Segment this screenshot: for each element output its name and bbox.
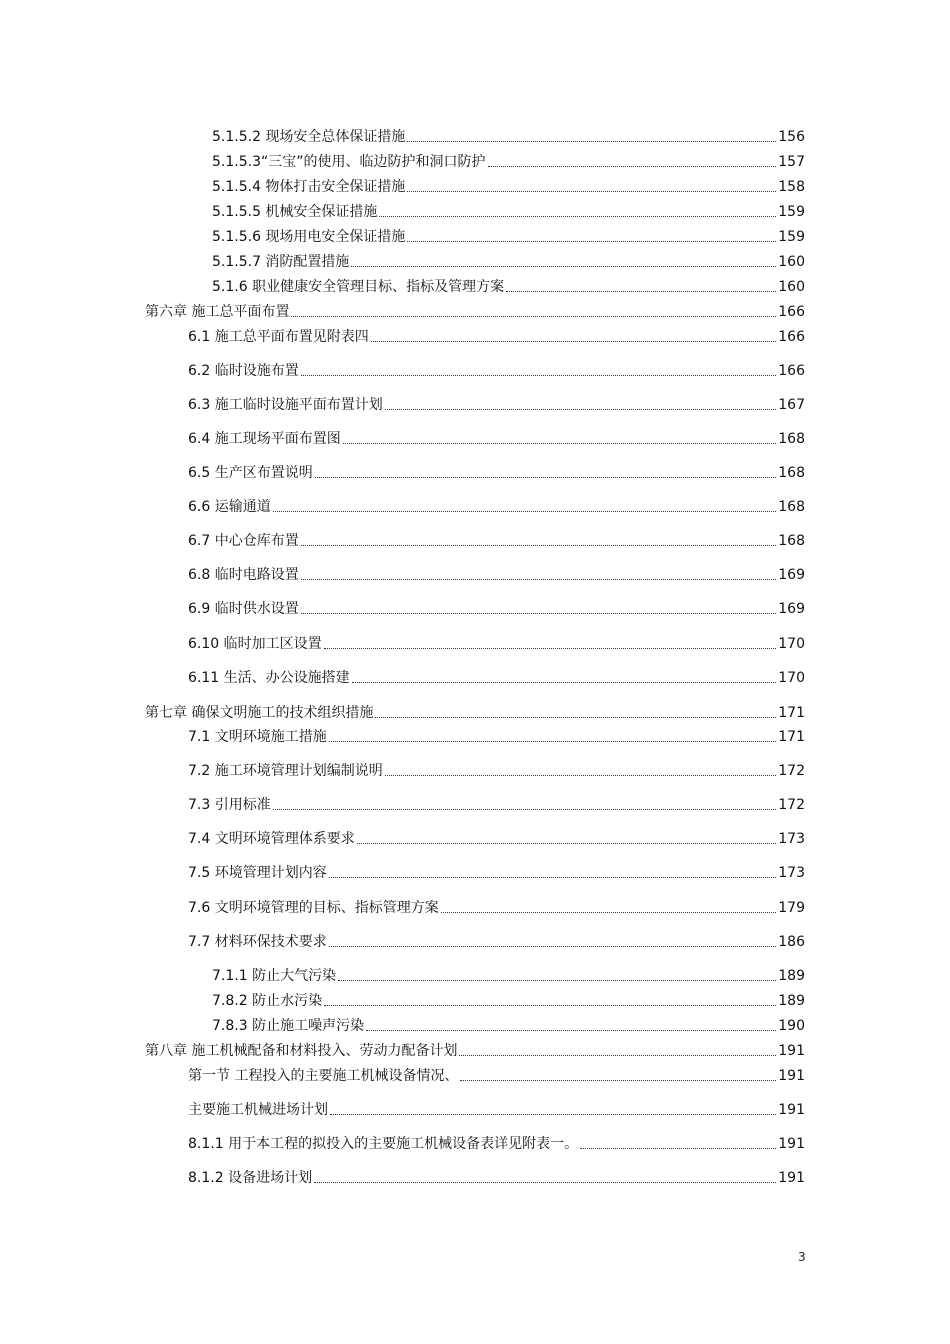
- toc-leader-dots: [301, 613, 777, 614]
- toc-entry-page-number: 167: [778, 397, 805, 413]
- toc-entry-title: 7.8.3 防止施工噪声污染: [212, 1018, 365, 1034]
- toc-entry-title: 第七章 确保文明施工的技术组织措施: [145, 705, 374, 721]
- toc-entry-title: 6.3 施工临时设施平面布置计划: [188, 397, 383, 413]
- toc-entry-title: 6.8 临时电路设置: [188, 567, 299, 583]
- toc-leader-dots: [329, 877, 777, 878]
- toc-leader-dots: [352, 682, 777, 683]
- toc-entry-title: 7.7 材料环保技术要求: [188, 934, 327, 950]
- toc-entry[interactable]: [212, 199, 805, 221]
- toc-entry-page-number: 166: [778, 329, 805, 345]
- toc-entry-page-number: 170: [778, 636, 805, 652]
- toc-leader-dots: [329, 741, 777, 742]
- toc-leader-dots: [407, 241, 776, 242]
- toc-entry[interactable]: [212, 124, 805, 146]
- toc-entry-page-number: 179: [778, 900, 805, 916]
- toc-entry-title: 6.1 施工总平面布置见附表四: [188, 329, 369, 345]
- toc-entry-page-number: 168: [778, 499, 805, 515]
- toc-entry[interactable]: [212, 149, 805, 171]
- toc-leader-dots: [324, 648, 777, 649]
- toc-entry[interactable]: [188, 1165, 805, 1187]
- toc-entry-page-number: 159: [778, 204, 805, 220]
- toc-entry[interactable]: [188, 528, 805, 550]
- toc-entry-title: 6.7 中心仓库布置: [188, 533, 299, 549]
- toc-entry-title: 7.4 文明环境管理体系要求: [188, 831, 355, 847]
- toc-entry-title: 5.1.5.5 机械安全保证措施: [212, 204, 378, 220]
- toc-entry-title: 7.3 引用标准: [188, 797, 271, 813]
- toc-entry[interactable]: [145, 1038, 805, 1060]
- toc-entry-page-number: 172: [778, 763, 805, 779]
- toc-entry-title: 6.10 临时加工区设置: [188, 636, 322, 652]
- toc-entry-page-number: 170: [778, 670, 805, 686]
- toc-entry[interactable]: [188, 392, 805, 414]
- toc-entry-page-number: 189: [778, 993, 805, 1009]
- toc-entry-page-number: 191: [778, 1043, 805, 1059]
- toc-entry[interactable]: [212, 1013, 805, 1035]
- toc-entry-title: 主要施工机械进场计划: [188, 1102, 328, 1118]
- toc-leader-dots: [291, 316, 776, 317]
- toc-leader-dots: [441, 912, 777, 913]
- toc-entry-title: 8.1.1 用于本工程的拟投入的主要施工机械设备表详见附表一。: [188, 1136, 579, 1152]
- toc-leader-dots: [329, 946, 777, 947]
- toc-entry[interactable]: [188, 494, 805, 516]
- toc-leader-dots: [375, 717, 776, 718]
- toc-entry[interactable]: [188, 665, 805, 687]
- page-number: 3: [798, 1250, 806, 1264]
- toc-leader-dots: [407, 141, 776, 142]
- toc-entry-title: 6.6 运输通道: [188, 499, 271, 515]
- toc-entry-page-number: 191: [778, 1102, 805, 1118]
- toc-entry-page-number: 191: [778, 1170, 805, 1186]
- toc-leader-dots: [366, 1030, 776, 1031]
- toc-entry-page-number: 190: [778, 1018, 805, 1034]
- toc-entry-title: 7.6 文明环境管理的目标、指标管理方案: [188, 900, 439, 916]
- toc-leader-dots: [488, 166, 777, 167]
- toc-entry-page-number: 168: [778, 431, 805, 447]
- toc-leader-dots: [379, 216, 776, 217]
- toc-entry-page-number: 159: [778, 229, 805, 245]
- toc-entry-title: 6.11 生活、办公设施搭建: [188, 670, 350, 686]
- toc-entry-title: 5.1.5.2 现场安全总体保证措施: [212, 129, 406, 145]
- toc-entry-title: 5.1.5.7 消防配置措施: [212, 254, 350, 270]
- toc-entry[interactable]: [188, 724, 805, 746]
- toc-leader-dots: [385, 409, 777, 410]
- toc-leader-dots: [324, 1005, 776, 1006]
- toc-entry[interactable]: [188, 426, 805, 448]
- toc-entry-title: 7.5 环境管理计划内容: [188, 865, 327, 881]
- toc-entry-title: 第一节 工程投入的主要施工机械设备情况、: [188, 1068, 459, 1084]
- toc-entry-title: 7.2 施工环境管理计划编制说明: [188, 763, 383, 779]
- toc-entry-page-number: 173: [778, 831, 805, 847]
- toc-entry-title: 6.4 施工现场平面布置图: [188, 431, 341, 447]
- toc-entry[interactable]: [188, 1097, 805, 1119]
- toc-entry[interactable]: [212, 224, 805, 246]
- toc-entry[interactable]: [188, 860, 805, 882]
- toc-entry-title: 6.2 临时设施布置: [188, 363, 299, 379]
- toc-entry-page-number: 191: [778, 1136, 805, 1152]
- toc-entry-title: 第八章 施工机械配备和材料投入、劳动力配备计划: [145, 1043, 458, 1059]
- toc-leader-dots: [371, 341, 777, 342]
- toc-leader-dots: [343, 443, 777, 444]
- toc-entry[interactable]: [188, 358, 805, 380]
- toc-entry-page-number: 166: [778, 304, 805, 320]
- toc-entry-page-number: 168: [778, 533, 805, 549]
- toc-entry[interactable]: [145, 700, 805, 722]
- toc-entry-page-number: 171: [778, 729, 805, 745]
- toc-entry-title: 6.9 临时供水设置: [188, 601, 299, 617]
- toc-entry[interactable]: [212, 174, 805, 196]
- toc-leader-dots: [330, 1114, 776, 1115]
- toc-entry[interactable]: [188, 1063, 805, 1085]
- toc-entry[interactable]: [188, 460, 805, 482]
- toc-leader-dots: [314, 1182, 776, 1183]
- toc-entry[interactable]: [188, 562, 805, 584]
- toc-entry-title: 7.1.1 防止大气污染: [212, 968, 337, 984]
- toc-entry-page-number: 169: [778, 567, 805, 583]
- toc-leader-dots: [506, 291, 776, 292]
- toc-entry[interactable]: [188, 792, 805, 814]
- toc-entry-title: 第六章 施工总平面布置: [145, 304, 290, 320]
- toc-entry-page-number: 160: [778, 254, 805, 270]
- toc-entry-title: 7.1 文明环境施工措施: [188, 729, 327, 745]
- toc-entry-title: 7.8.2 防止水污染: [212, 993, 323, 1009]
- toc-entry[interactable]: [145, 299, 805, 321]
- toc-entry-title: 8.1.2 设备进场计划: [188, 1170, 313, 1186]
- toc-entry-page-number: 169: [778, 601, 805, 617]
- toc-entry[interactable]: [188, 1131, 805, 1153]
- toc-entry-page-number: 172: [778, 797, 805, 813]
- toc-entry-title: 5.1.6 职业健康安全管理目标、指标及管理方案: [212, 279, 505, 295]
- toc-leader-dots: [301, 579, 777, 580]
- toc-entry[interactable]: [188, 324, 805, 346]
- toc-entry-page-number: 186: [778, 934, 805, 950]
- toc-entry-page-number: 166: [778, 363, 805, 379]
- toc-entry-page-number: 168: [778, 465, 805, 481]
- toc-entry-page-number: 189: [778, 968, 805, 984]
- toc-entry-page-number: 156: [778, 129, 805, 145]
- toc-entry[interactable]: [188, 895, 805, 917]
- toc-entry[interactable]: [212, 274, 805, 296]
- toc-leader-dots: [273, 809, 777, 810]
- toc-entry[interactable]: [188, 758, 805, 780]
- toc-entry-page-number: 171: [778, 705, 805, 721]
- toc-entry[interactable]: [212, 963, 805, 985]
- toc-entry-title: 6.5 生产区布置说明: [188, 465, 313, 481]
- toc-entry[interactable]: [188, 826, 805, 848]
- toc-entry-page-number: 173: [778, 865, 805, 881]
- toc-entry[interactable]: [212, 249, 805, 271]
- toc-entry[interactable]: [212, 988, 805, 1010]
- toc-entry-title: 5.1.5.4 物体打击安全保证措施: [212, 179, 406, 195]
- toc-leader-dots: [315, 477, 777, 478]
- toc-entry-page-number: 158: [778, 179, 805, 195]
- toc-leader-dots: [385, 775, 777, 776]
- toc-entry-page-number: 191: [778, 1068, 805, 1084]
- toc-leader-dots: [301, 545, 777, 546]
- toc-leader-dots: [273, 511, 777, 512]
- toc-leader-dots: [459, 1055, 776, 1056]
- toc-leader-dots: [357, 843, 777, 844]
- toc-entry-page-number: 157: [778, 154, 805, 170]
- toc-entry[interactable]: [188, 596, 805, 618]
- toc-entry[interactable]: [188, 631, 805, 653]
- toc-leader-dots: [351, 266, 776, 267]
- toc-entry-title: 5.1.5.3“三宝”的使用、临边防护和洞口防护: [212, 154, 486, 170]
- toc-entry[interactable]: [188, 929, 805, 951]
- toc-leader-dots: [580, 1148, 776, 1149]
- toc-entry-title: 5.1.5.6 现场用电安全保证措施: [212, 229, 406, 245]
- toc-leader-dots: [407, 191, 776, 192]
- toc-entry-page-number: 160: [778, 279, 805, 295]
- toc-leader-dots: [301, 375, 777, 376]
- toc-leader-dots: [338, 980, 776, 981]
- toc-leader-dots: [460, 1080, 776, 1081]
